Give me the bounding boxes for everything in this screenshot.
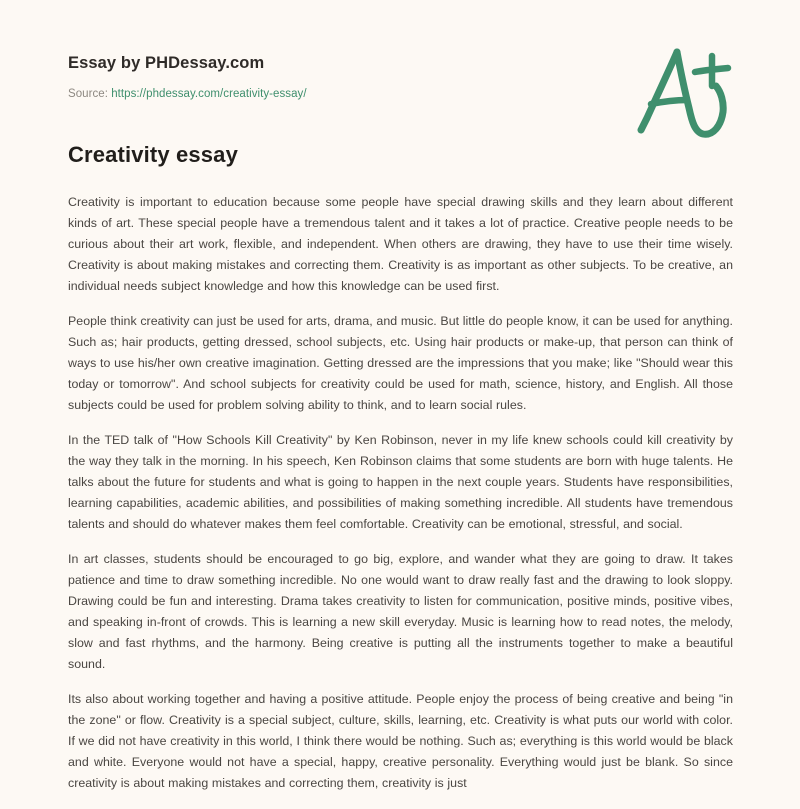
essay-paragraph: Creativity is important to education because some people have special drawing skills and they learn about different kinds of art. These special people have a tremendous talent and it takes a lot of practice. Creative people needs to be curious about their art work, flexible, and independent. When others are drawing, they have to use their time wisely. Creativity is about making mistakes and correcting them. Creativity is as important as other subjects. To be creative, an individual needs subject knowledge and how this knowledge can be used first.	[68, 195, 733, 293]
essay-paragraph: People think creativity can just be used for arts, drama, and music. But little do people know, it can be used for anything. Such as; hair products, getting dressed, school subjects, etc. Using hair products or make-up, that person can think of ways to use his/her own creative imagination. Getting dressed are the impressions that you make; like "Should wear this today or tomorrow". And school subjects for creativity could be used for math, science, history, and English. All those subjects could be used for problem solving ability to think, and to learn social rules.	[68, 314, 733, 412]
essay-body	[68, 170, 733, 794]
a-plus-logo-icon	[633, 42, 743, 140]
page-header	[68, 0, 733, 100]
essay-paragraph: In art classes, students should be encouraged to go big, explore, and wander what they are going to draw. It takes patience and time to draw something incredible. No one would want to draw really fast and the drawing to look sloppy. Drawing could be fun and interesting. Drama takes creativity to listen for communication, positive minds, positive vibes, and speaking in-front of crowds. This is learning a new skill everyday. Music is learning how to read notes, the melody, slow and fast rhythms, and the harmony. Being creative is putting all the instruments together to make a beautiful sound.	[68, 552, 733, 671]
source-label: Source:	[68, 88, 108, 100]
essay-paragraph: In the TED talk of "How Schools Kill Creativity" by Ken Robinson, never in my life knew schools could kill creativity by the way they talk in the morning. In his speech, Ken Robinson claims that some students are born with huge talents. He talks about the future for students and what is going to happen in the next couple years. Students have responsibilities, learning capabilities, academic abilities, and possibilities of making something incredible. All students have tremendous talents and should do whatever makes them feel comfortable. Creativity can be emotional, stressful, and social.	[68, 433, 733, 531]
page-title: Creativity essay	[68, 142, 238, 167]
source-url-link[interactable]: https://phdessay.com/creativity-essay/	[111, 88, 307, 100]
brand-title: Essay by PHDessay.com	[68, 54, 265, 72]
essay-paragraph: Its also about working together and having a positive attitude. People enjoy the process of being creative and being "in the zone" or flow. Creativity is a special subject, culture, skills, learning, etc. Creativity is what puts our world with color. If we did not have creativity in this world, I think there would be nothing. Such as; everything is this world would be black and white. Everyone would not have a special, happy, creative personality. Everything would just be blank. So since creativity is about making mistakes and correcting them, creativity is just	[68, 692, 733, 790]
